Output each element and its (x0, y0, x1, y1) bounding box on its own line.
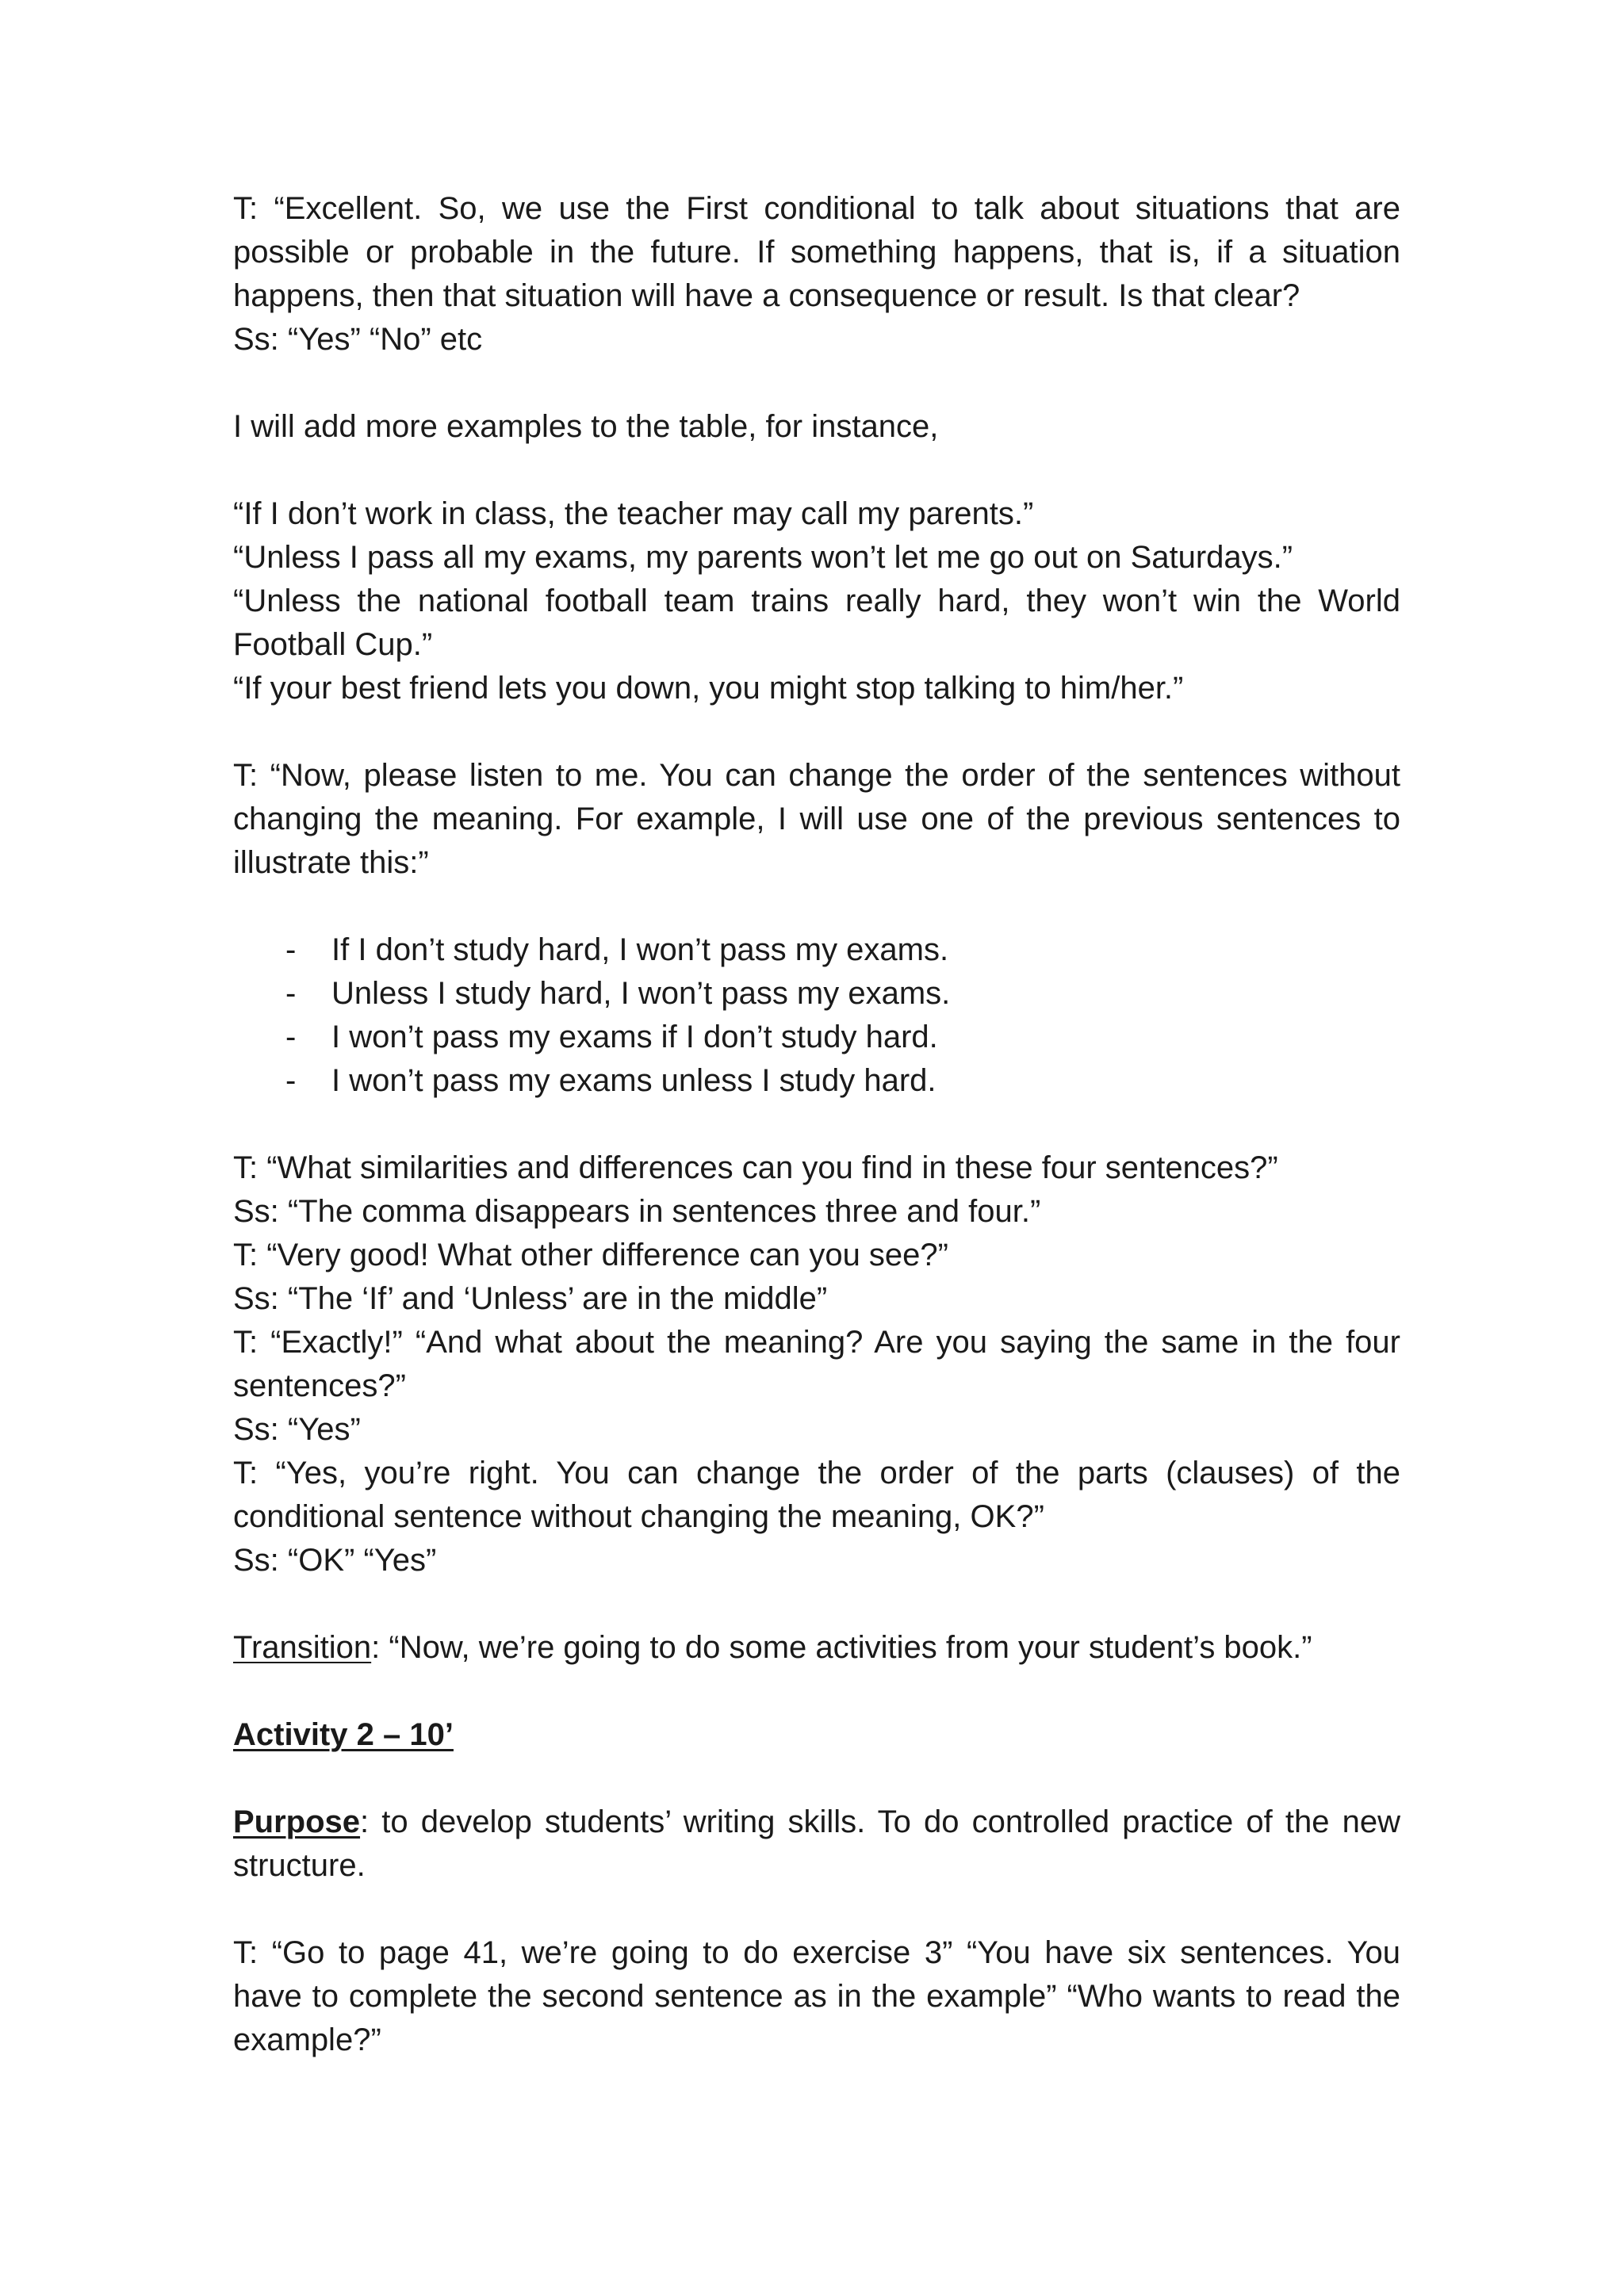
document-page (233, 187, 1400, 2062)
list-item (233, 972, 1400, 1016)
spacer (233, 1103, 1400, 1146)
intro-reply: Ss: “Yes” “No” etc (233, 322, 483, 357)
activity-heading (233, 1713, 1400, 1757)
list-item (233, 1059, 1400, 1103)
transition-label: Transition (233, 1630, 372, 1665)
transition-text: : “Now, we’re going to do some activities from your student’s book.” (371, 1630, 1312, 1665)
spacer (233, 362, 1400, 405)
sentence-list (233, 928, 1400, 1103)
list-item (233, 1016, 1400, 1059)
spacer (233, 1757, 1400, 1800)
example-line: “If your best friend lets you down, you might stop talking to him/her.” (233, 671, 1184, 706)
dash-bullet: - (285, 976, 297, 1011)
dialogue-line: Ss: “Yes” (233, 1412, 361, 1447)
dialogue-line: Ss: “OK” “Yes” (233, 1543, 437, 1578)
dialogue-line: T: “Yes, you’re right. You can change the order of the parts (clauses) of the conditional sentence without changing the meaning, OK?” (233, 1456, 1400, 1534)
dash-bullet: - (285, 1063, 297, 1098)
dash-bullet: - (285, 1020, 297, 1054)
dialogue-line: Ss: “The comma disappears in sentences three and four.” (233, 1194, 1041, 1229)
spacer (233, 1888, 1400, 1931)
spacer (233, 710, 1400, 754)
dialogue-line: Ss: “The ‘If’ and ‘Unless’ are in the middle” (233, 1281, 828, 1316)
final-paragraph: T: “Go to page 41, we’re going to do exercise 3” “You have six sentences. You have to complete the second sentence as in the example” “Who wants to read the example?” (233, 1935, 1400, 2057)
spacer (233, 885, 1400, 928)
list-item-text: I won’t pass my exams unless I study hard. (331, 1063, 936, 1098)
spacer (233, 1582, 1400, 1626)
spacer (233, 449, 1400, 492)
dialogue-line: T: “Very good! What other difference can you see?” (233, 1238, 948, 1272)
list-item-text: Unless I study hard, I won’t pass my exams. (331, 976, 951, 1011)
activity-heading-text: Activity 2 – 10’ (233, 1717, 454, 1752)
spacer (233, 1670, 1400, 1713)
add-examples-line: I will add more examples to the table, for instance, (233, 409, 939, 444)
dash-bullet: - (285, 932, 297, 967)
intro-paragraph: T: “Excellent. So, we use the First conditional to talk about situations that are possible or probable in the future. If something happens, that is, if a situation happens, then that situation will have a consequence or result. Is that clear? (233, 191, 1400, 313)
order-paragraph: T: “Now, please listen to me. You can change the order of the sentences without changing the meaning. For example, I will use one of the previous sentences to illustrate this:” (233, 758, 1400, 880)
transition-line (233, 1626, 1400, 1670)
example-line: “Unless I pass all my exams, my parents won’t let me go out on Saturdays.” (233, 540, 1293, 575)
dialogue-line: T: “Exactly!” “And what about the meaning? Are you saying the same in the four sentences?” (233, 1325, 1400, 1403)
list-item-text: If I don’t study hard, I won’t pass my exams. (331, 932, 949, 967)
list-item (233, 928, 1400, 972)
purpose-paragraph (233, 1800, 1400, 1888)
examples-block (233, 492, 1400, 710)
example-line: “Unless the national football team trains really hard, they won’t win the World Football Cup.” (233, 584, 1400, 662)
dialogue-line: T: “What similarities and differences can you find in these four sentences?” (233, 1150, 1278, 1185)
dialogue-block (233, 1146, 1400, 1582)
list-item-text: I won’t pass my exams if I don’t study hard. (331, 1020, 938, 1054)
purpose-label: Purpose (233, 1804, 361, 1839)
example-line: “If I don’t work in class, the teacher may call my parents.” (233, 496, 1034, 531)
purpose-text: : to develop students’ writing skills. To do controlled practice of the new structure. (233, 1804, 1400, 1883)
